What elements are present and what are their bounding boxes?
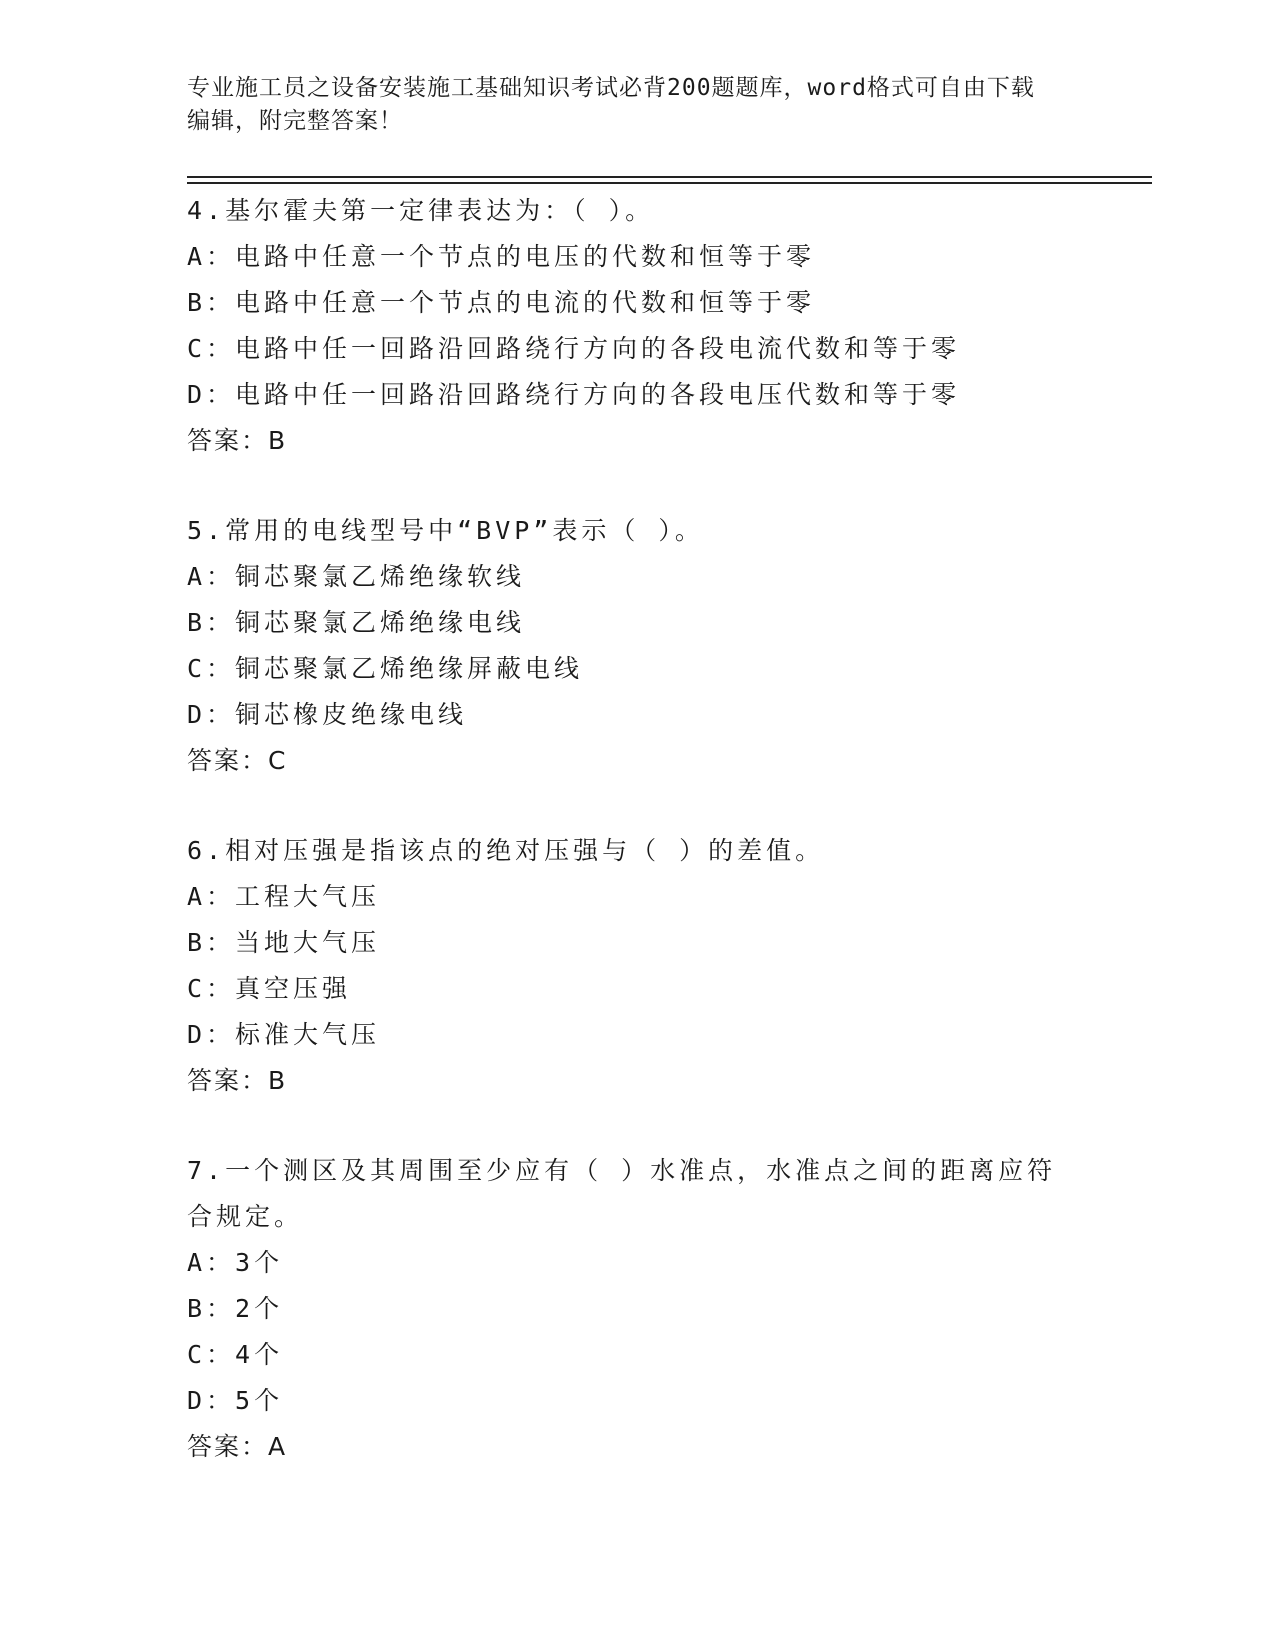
option-c: C：铜芯聚氯乙烯绝缘屏蔽电线: [187, 654, 584, 683]
option-d: D：铜芯橡皮绝缘电线: [187, 700, 468, 729]
header-title-line-2: 编辑，附完整答案！: [187, 108, 403, 134]
option-c: C：电路中任一回路沿回路绕行方向的各段电流代数和等于零: [187, 334, 961, 363]
option-b: B：铜芯聚氯乙烯绝缘电线: [187, 608, 526, 637]
option-b: B：电路中任意一个节点的电流的代数和恒等于零: [187, 288, 816, 317]
header-title-line-1: 专业施工员之设备安装施工基础知识考试必背200题题库，word格式可自由下载: [187, 75, 1035, 101]
option-a: A：工程大气压: [187, 882, 381, 911]
answer-line: 答案：B: [187, 426, 288, 455]
answer-line: 答案：B: [187, 1066, 288, 1095]
question-stem: 7.一个测区及其周围至少应有（ ）水准点，水准点之间的距离应符合规定。: [187, 1156, 1057, 1231]
option-b: B：2个: [187, 1294, 284, 1323]
header-divider-top: [187, 176, 1152, 178]
option-b: B：当地大气压: [187, 928, 381, 957]
answer-line: 答案：C: [187, 746, 288, 775]
question-stem: 5.常用的电线型号中“BVP”表示（ ）。: [187, 516, 704, 545]
question-4: [187, 188, 1087, 464]
answer-line: 答案：A: [187, 1432, 288, 1461]
question-stem: 6.相对压强是指该点的绝对压强与（ ）的差值。: [187, 836, 825, 865]
option-d: D：标准大气压: [187, 1020, 381, 1049]
option-c: C：真空压强: [187, 974, 352, 1003]
document-header: [187, 72, 1067, 138]
option-c: C：4个: [187, 1340, 284, 1369]
header-divider-bottom: [187, 182, 1152, 184]
question-5: [187, 508, 1087, 784]
question-6: [187, 828, 1087, 1104]
option-a: A：铜芯聚氯乙烯绝缘软线: [187, 562, 526, 591]
question-stem: 4.基尔霍夫第一定律表达为：（ ）。: [187, 196, 655, 225]
option-d: D：电路中任一回路沿回路绕行方向的各段电压代数和等于零: [187, 380, 961, 409]
question-7: [187, 1148, 1087, 1470]
option-d: D：5个: [187, 1386, 284, 1415]
option-a: A：电路中任意一个节点的电压的代数和恒等于零: [187, 242, 816, 271]
option-a: A：3个: [187, 1248, 284, 1277]
question-list: [187, 188, 1087, 1514]
